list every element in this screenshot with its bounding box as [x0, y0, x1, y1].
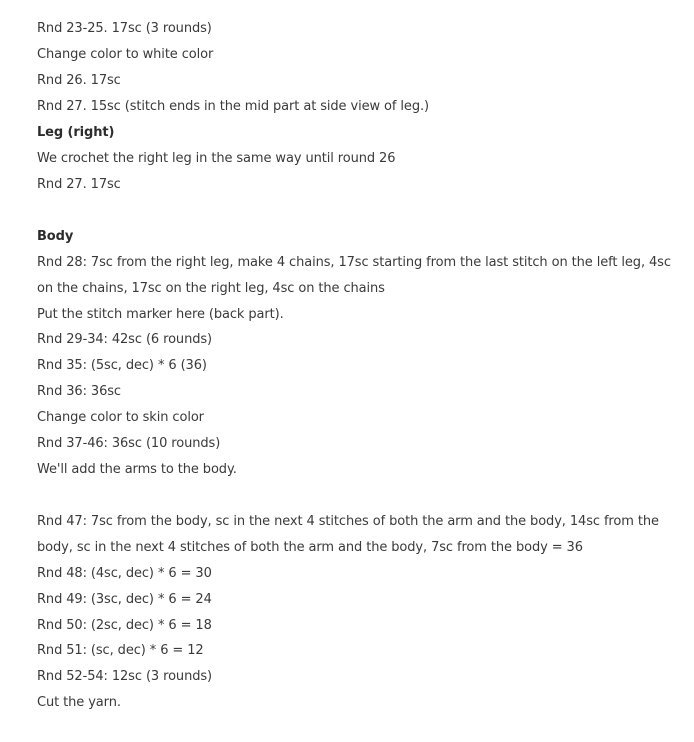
pattern-line-right-leg-intro: We crochet the right leg in the same way until round 26: [37, 151, 396, 166]
pattern-line-rnd-26: Rnd 26. 17sc: [37, 73, 121, 88]
pattern-line-rnd-27-left: Rnd 27. 15sc (stitch ends in the mid part at side view of leg.): [37, 99, 429, 114]
pattern-line-rnd-48: Rnd 48: (4sc, dec) * 6 = 30: [37, 566, 212, 581]
pattern-line-rnd-28-b: on the chains, 17sc on the right leg, 4sc on the chains: [37, 281, 385, 296]
pattern-line-rnd-52-54: Rnd 52-54: 12sc (3 rounds): [37, 669, 213, 684]
section-heading-body: Body: [37, 229, 74, 244]
pattern-line-rnd-47-b: body, sc in the next 4 stitches of both the arm and the body, 7sc from the body = 36: [37, 540, 583, 555]
pattern-line-rnd-35: Rnd 35: (5sc, dec) * 6 (36): [37, 358, 207, 373]
section-heading-leg-right: Leg (right): [37, 125, 115, 140]
pattern-line-rnd-23-25: Rnd 23-25. 17sc (3 rounds): [37, 21, 212, 36]
pattern-line-rnd-51: Rnd 51: (sc, dec) * 6 = 12: [37, 643, 204, 658]
pattern-line-rnd-49: Rnd 49: (3sc, dec) * 6 = 24: [37, 592, 212, 607]
pattern-line-cut-yarn: Cut the yarn.: [37, 695, 121, 710]
pattern-line-rnd-28-a-text: Rnd 28: 7sc from the right leg, make 4 chains, 17sc starting from the last stitch on the left leg, 4sc: [37, 255, 671, 270]
pattern-line-change-color-white: Change color to white color: [37, 47, 214, 62]
pattern-line-rnd-47-a: Rnd 47: 7sc from the body, sc in the next 4 stitches of both the arm and the body, 14sc from the: [37, 514, 659, 529]
pattern-line-stitch-marker: Put the stitch marker here (back part).: [37, 307, 284, 322]
pattern-line-rnd-50: Rnd 50: (2sc, dec) * 6 = 18: [37, 618, 212, 633]
pattern-line-rnd-36: Rnd 36: 36sc: [37, 384, 121, 399]
pattern-line-change-color-skin: Change color to skin color: [37, 410, 204, 425]
pattern-line-add-arms: We'll add the arms to the body.: [37, 462, 237, 477]
pattern-line-rnd-37-46: Rnd 37-46: 36sc (10 rounds): [37, 436, 221, 451]
pattern-line-rnd-27-right: Rnd 27. 17sc: [37, 177, 121, 192]
pattern-line-rnd-29-34: Rnd 29-34: 42sc (6 rounds): [37, 332, 213, 347]
pattern-line-rnd-28-a: [37, 255, 671, 271]
